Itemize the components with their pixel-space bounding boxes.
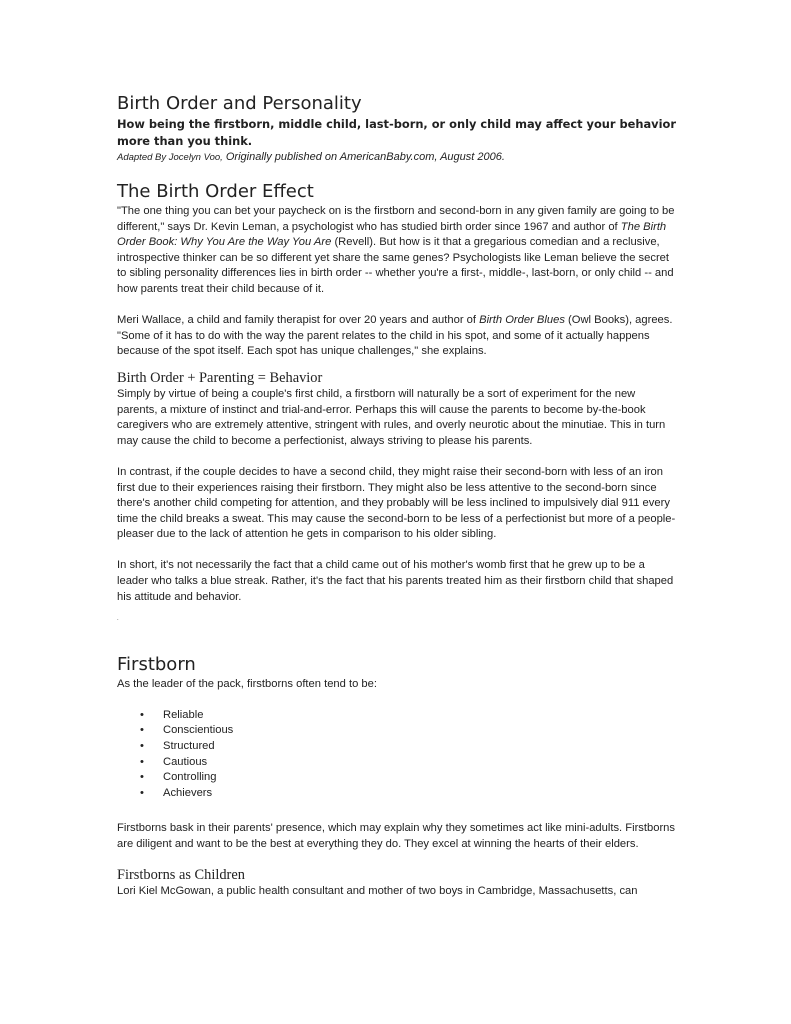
section-heading-birth-order-effect: The Birth Order Effect [117, 181, 314, 202]
paragraph-wallace [117, 313, 677, 360]
paragraph-mcgowan: Lori Kiel McGowan, a public health consultant and mother of two boys in Cambridge, Massachusetts, can [117, 884, 638, 897]
trait-label: Conscientious [163, 724, 234, 737]
section-heading-firstborns-as-children: Firstborns as Children [117, 866, 245, 883]
paragraph-text: "The one thing you can bet your paycheck on is the firstborn and second-born in any given family are going to be different," says Dr. Kevin Leman, a psychologist who has studied birth order since 1967 and author of [117, 205, 675, 233]
list-item [117, 739, 677, 755]
stray-period: . [117, 616, 119, 623]
byline-author: Adapted By Jocelyn Voo, [117, 152, 223, 163]
bullet-icon: • [140, 708, 144, 721]
trait-label: Controlling [163, 771, 217, 784]
section-heading-firstborn: Firstborn [117, 654, 196, 676]
paragraph-firstborns-bask: Firstborns bask in their parents' presence, which may explain why they sometimes act like mini-adults. Firstborns are diligent and want to be the best at everything they do. They excel at winning the hearts of their elders. [117, 822, 675, 850]
paragraph-text: (Revell). But how is it that a gregarious comedian and a reclusive, introspective thinker can be so different yet share the same genes? Psychologists like Leman believe the secret to sibling personality differences lies in birth order -- whether you're a first-, middle-, last-born, or only child -- and how parents treat their child because of it. [117, 236, 674, 295]
list-item [117, 708, 677, 724]
paragraph-firstborn-experiment: Simply by virtue of being a couple's first child, a firstborn will naturally be a sort of experiment for the new parents, a mixture of instinct and trial-and-error. Perhaps this will cause the parents to become by-the-book caregivers who are extremely attentive, stringent with rules, and overly neurotic about the minutiae. This in turn may cause the child to become a perfectionist, always striving to please his parents. [117, 387, 666, 447]
book-title: The Birth Order Book: Why You Are the Way You Are [117, 220, 667, 249]
book-title: Birth Order Blues [479, 314, 565, 327]
trait-label: Structured [163, 740, 215, 753]
paragraph-in-short: In short, it's not necessarily the fact that a child came out of his mother's womb first that he grew up to be a leader who talks a blue streak. Rather, it's the fact that his parents treated him as their firstborn child that shaped his attitude and behavior. [117, 559, 674, 603]
page-title: Birth Order and Personality [117, 93, 362, 114]
section-heading-parenting: Birth Order + Parenting = Behavior [117, 369, 323, 386]
list-item [117, 770, 677, 786]
paragraph-text: Meri Wallace, a child and family therapist for over 20 years and author of [117, 314, 480, 327]
list-item [117, 786, 677, 802]
trait-label: Reliable [163, 708, 204, 721]
document-body [117, 92, 677, 899]
list-item [117, 755, 677, 771]
list-item [117, 723, 677, 739]
traits-list [117, 708, 677, 802]
paragraph-leman [117, 204, 677, 298]
paragraph-text: (Owl Books), agrees. "Some of it has to do with the way the parent relates to the child in his spot, and some of it actually happens because of the spot itself. Each spot has unique challenges," she explains. [117, 314, 673, 358]
byline [117, 150, 677, 165]
byline-source: Originally published on AmericanBaby.com, August 2006. [222, 151, 505, 163]
bullet-icon: • [140, 771, 144, 784]
bullet-icon: • [140, 755, 144, 768]
bullet-icon: • [140, 724, 144, 737]
bullet-icon: • [140, 786, 144, 799]
paragraph-second-child: In contrast, if the couple decides to have a second child, they might raise their second-born with less of an iron first due to their experiences raising their firstborn. They might also be less attentive to the second-born since there's another child competing for attention, and they probably will be less inclined to impulsively dial 911 every time the child breaks a sweat. This may cause the second-born to be less of a perfectionist but more of a people-pleaser due to the lack of attention he gets in comparison to his older sibling. [117, 465, 676, 541]
firstborn-intro: As the leader of the pack, firstborns often tend to be: [117, 678, 377, 691]
bullet-icon: • [140, 740, 144, 753]
trait-label: Achievers [163, 786, 213, 799]
trait-label: Cautious [163, 755, 208, 768]
subtitle: How being the firstborn, middle child, last-born, or only child may affect your behavior more than you think. [117, 117, 676, 148]
